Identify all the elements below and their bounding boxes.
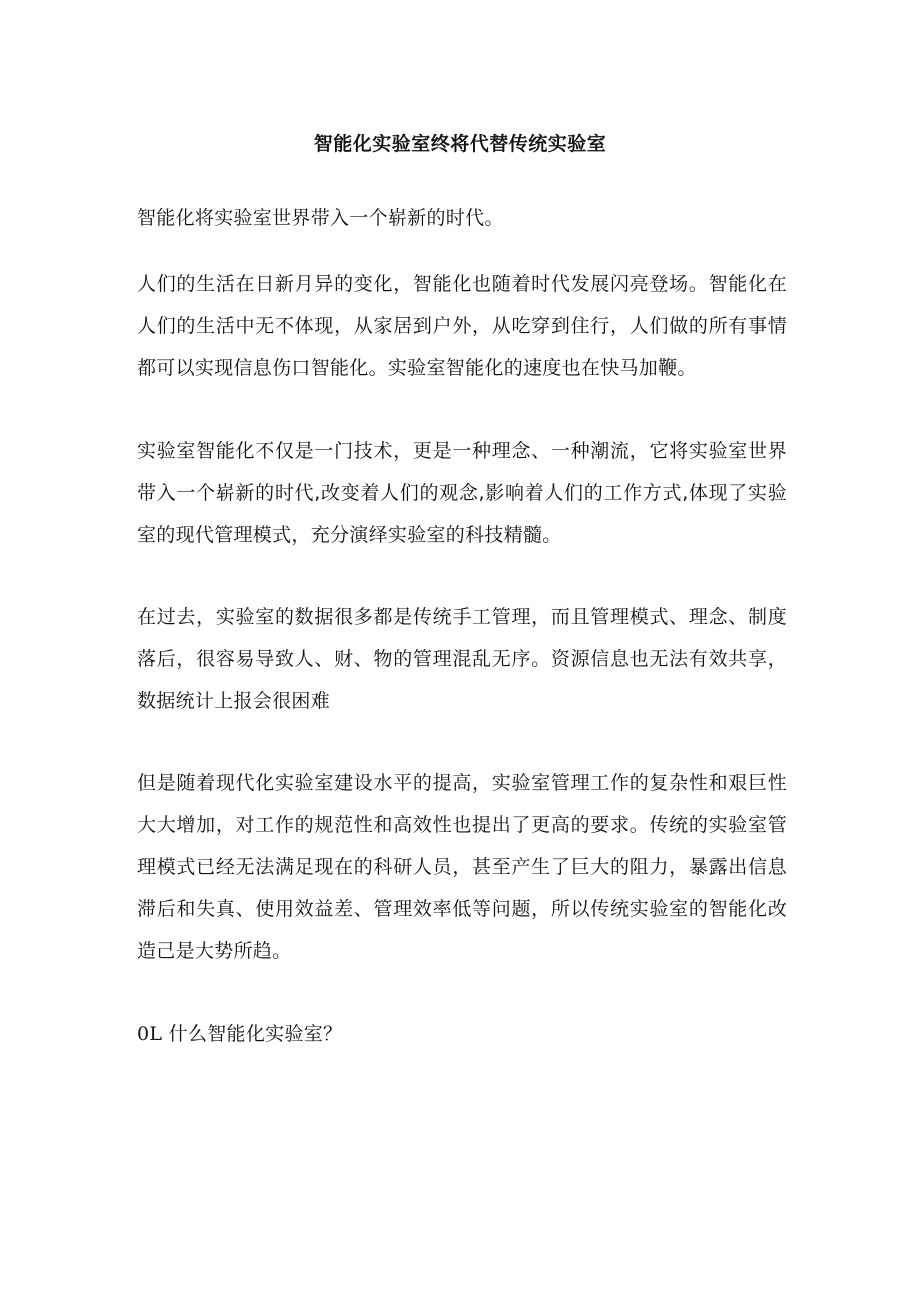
section-question — [137, 1013, 787, 1055]
paragraph-modernization: 但是随着现代化实验室建设水平的提高，实验室管理工作的复杂性和艰巨性大大增加，对工作的规范性和高效性也提出了更高的要求。传统的实验室管理模式已经无法满足现在的科研人员，甚至产生了巨大的阻力，暴露出信息滞后和失真、使用效益差、管理效率低等问题，所以传统实验室的智能化改造己是大势所趋。 — [137, 772, 787, 962]
paragraph-past-management: 在过去，实验室的数据很多都是传统手工管理，而且管理模式、理念、制度落后，很容易导致人、财、物的管理混乱无序。资源信息也无法有效共享，数据统计上报会很困难 — [137, 606, 787, 712]
section-number: 0L — [137, 1023, 163, 1045]
paragraph-life-change: 人们的生活在日新月异的变化，智能化也随着时代发展闪亮登场。智能化在人们的生活中无不体现，从家居到户外，从吃穿到住行，人们做的所有事情都可以实现信息伤口智能化。实验室智能化的速度也在快马加鞭。 — [137, 273, 787, 379]
document-title: 智能化实验室终将代替传统实验室 — [313, 133, 607, 155]
section-question-text: 什么智能化实验室？ — [162, 1023, 343, 1045]
paragraph-intro: 智能化将实验室世界带入一个崭新的时代。 — [137, 207, 504, 229]
paragraph-lab-concept: 实验室智能化不仅是一门技术，更是一种理念、一种潮流，它将实验室世界带入一个崭新的时代,改变着人们的观念,影响着人们的工作方式,体现了实验室的现代管理模式，充分演绎实验室的科技精髓。 — [137, 440, 787, 546]
